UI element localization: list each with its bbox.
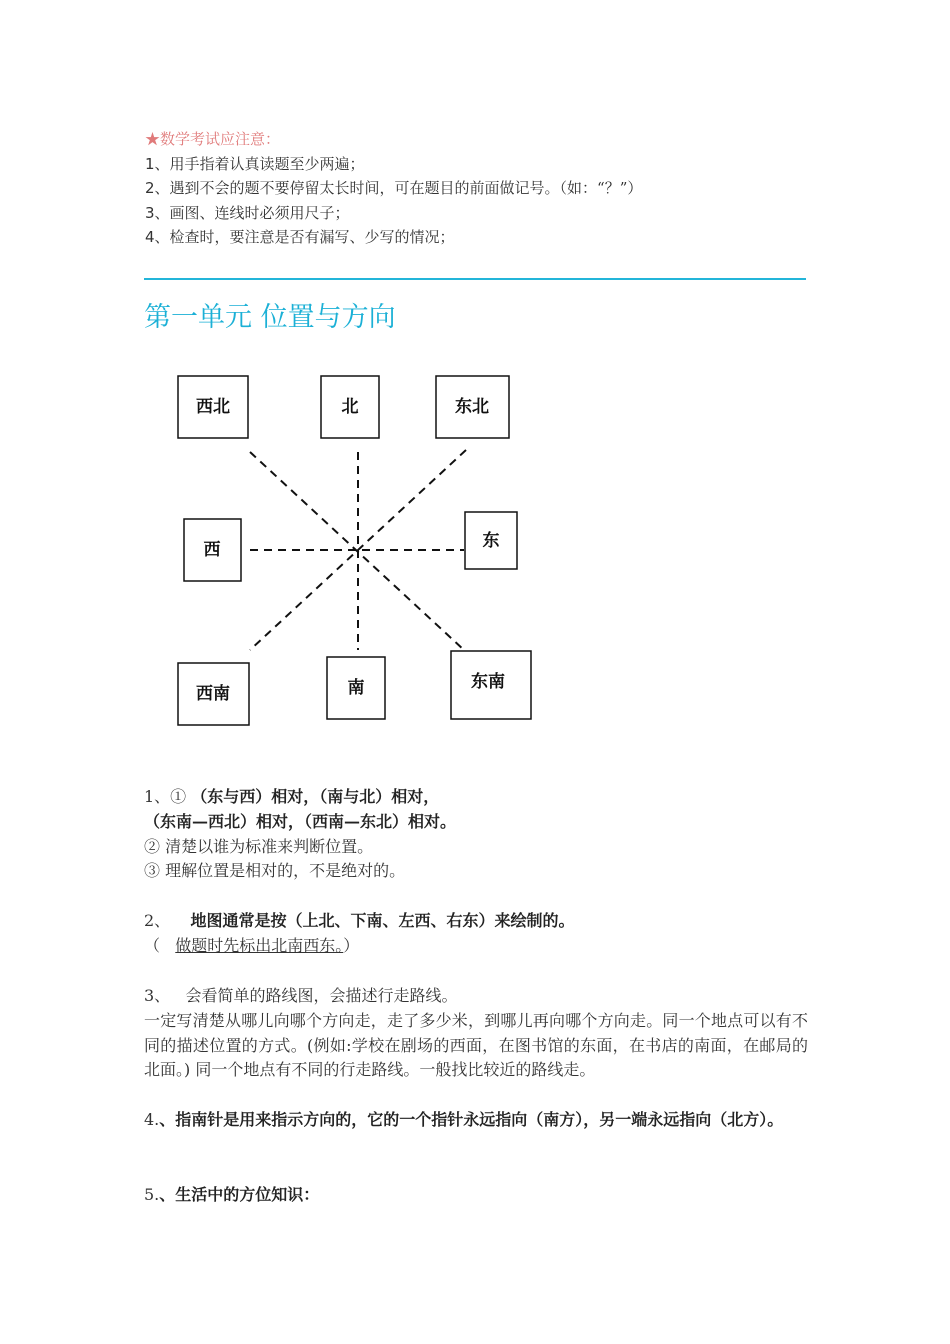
label-northeast: 东北: [455, 397, 489, 417]
label-south: 南: [347, 678, 365, 698]
label-southeast: 东南: [471, 672, 505, 692]
label-southwest: 西南: [196, 684, 230, 704]
label-east: 东: [482, 531, 500, 551]
section-1: 1、① （东与西）相对，（南与北）相对， （东南—西北）相对，（西南—东北）相对。 ② 清楚以谁为标准来判断位置。 ③ 理解位置是相对的，不是绝对的。: [144, 787, 457, 881]
compass-lines: [250, 450, 466, 650]
section-5: 5.、生活中的方位知识：: [144, 1185, 320, 1204]
notice-heading: ★数学考试应注意：: [145, 130, 281, 148]
label-north: 北: [341, 397, 359, 417]
unit-title: 第一单元 位置与方向: [144, 302, 396, 333]
label-west: 西: [203, 540, 221, 560]
notice-item: 3、画图、连线时必须用尺子；: [145, 203, 350, 222]
section-3: 3、 会看简单的路线图，会描述行走路线。 一定写清楚从哪儿向哪个方向走，走了多少米，到哪儿再向哪个方向走。同一个地点可以有不同的描述位置的方式。(例如:学校在剧场的西面，在图书馆的东面，在书店的南面，在邮局的北面。) 同一个地点有不同的行走路线。一般找比较近的路线走。: [144, 986, 808, 1080]
section-2: 2、 地图通常是按（上北、下南、左西、右东）来绘制的。 （ 做题时先标出北南西东。）: [144, 911, 575, 955]
section-4: 4.、指南针是用来指示方向的，它的一个指针永远指向（南方），另一端永远指向（北方）。: [144, 1110, 784, 1129]
notice-item: 4、检查时，要注意是否有漏写、少写的情况；: [145, 228, 455, 247]
notice-item: 2、遇到不会的题不要停留太长时间，可在题目的前面做记号。（如：“？”）: [145, 179, 643, 198]
label-northwest: 西北: [196, 397, 230, 417]
notice-item: 1、用手指着认真读题至少两遍；: [145, 154, 365, 173]
